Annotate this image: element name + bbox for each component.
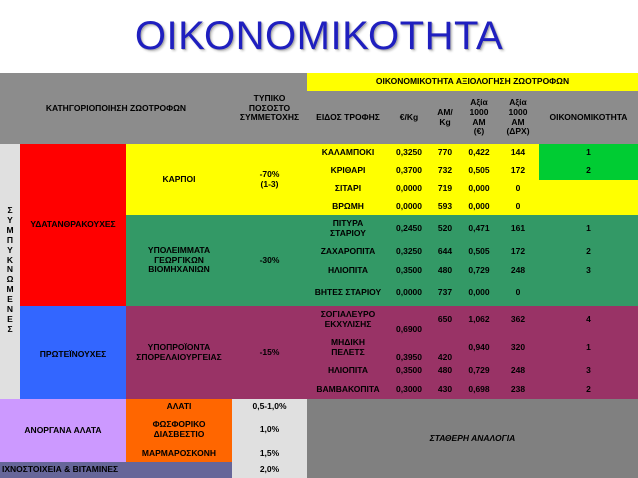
header-value-drx-line1: Αξία [509,96,527,107]
header-eur-kg-text: €/Kg [399,111,419,122]
row-feed-value: ΒΗΤΕΣ ΣΤΑΡΙΟΥ [314,287,382,298]
row-feed-line: ΠΙΤΥΡΑ [332,217,364,228]
header-am-kg [429,91,461,144]
row-eur-value: 0,2450 [396,222,422,233]
row-feed-line: ΣΤΑΡΙΟΥ [330,227,366,238]
row-am-value: 650 [437,314,453,325]
row-feed-value: ΚΡΙΘΑΡΙ [330,165,366,176]
page-title: ΟΙΚΟΝΟΜΙΚΟΤΗΤΑ [134,14,504,58]
row-v1 [461,198,497,215]
row-rank [539,162,638,180]
pct-industry-value: -30% [259,254,280,265]
row-v2 [497,261,539,280]
title-bar [0,0,638,73]
row-feed-value: ΚΑΛΑΜΠΟΚΙ [321,147,375,158]
side-label-letter: Π [6,234,14,245]
row-rank-value: 1 [586,147,591,158]
header-value-drx-line2: 1000 [508,106,528,117]
row-am-value: 593 [437,200,453,211]
row-v2 [497,180,539,198]
row-v2 [497,362,539,380]
row-am [429,362,461,380]
row-am-value: 644 [437,245,453,256]
row-v1-value: 0,505 [468,245,490,256]
row-v2-value: 172 [510,245,526,256]
side-label-letter: Υ [7,214,13,225]
header-category-label: ΚΑΤΗΓΟΡΙΟΠΟΙΗΣΗ ΖΩΟΤΡΟΦΩΝ [45,102,187,113]
row-am-value: 520 [437,222,453,233]
row-v2 [497,306,539,334]
row-rank [539,198,638,215]
pct-phosphorus [232,415,307,445]
row-eur [389,261,429,280]
group-trace-label: ΙΧΝΟΣΤΟΙΧΕΙΑ & ΒΙΤΑΜΙΝΕΣ [2,464,119,475]
side-label-letter: Υ [7,244,13,255]
row-v2-value: 362 [510,314,526,325]
group-proteins-label: ΠΡΩΤΕΪΝΟΥΧΕΣ [39,348,107,359]
group-minerals [0,399,126,462]
row-eur-value: 0,6900 [396,324,422,335]
header-value-drx-line3: ΑΜ [511,116,525,127]
pct-marble-value: 1,5% [259,447,280,458]
row-rank [539,144,638,162]
side-label-letter: Ν [6,304,14,314]
row-eur-value: 0,3250 [396,245,422,256]
pct-oilseed-value: -15% [259,346,280,357]
row-eur-value: 0,3950 [396,352,422,363]
row-eur [389,280,429,306]
row-v1-value: 0,000 [468,287,490,298]
group-minerals-label: ΑΝΟΡΓΑΝΑ ΑΛΑΤΑ [24,424,102,435]
row-v2-value: 248 [510,365,526,376]
subgroup-grains [126,144,232,215]
row-am-value: 732 [437,165,453,176]
row-feed [307,180,389,198]
row-v1 [461,362,497,380]
row-eur-value: 0,3000 [396,383,422,394]
pct-trace-value: 2,0% [259,464,280,475]
row-feed [307,261,389,280]
row-v1 [461,144,497,162]
subgroup-oilseed-line1: ΥΠΟΠΡΟΪΟΝΤΑ [147,341,211,352]
row-v2-value: 248 [510,264,526,275]
row-eur-value: 0,0000 [396,287,422,298]
header-feed-type [307,91,389,144]
row-rank-value: 4 [586,314,591,325]
row-am [429,306,461,334]
row-am [429,280,461,306]
pct-trace [232,462,307,478]
subgroup-marble [126,445,232,462]
row-rank [539,242,638,261]
row-am [429,198,461,215]
row-rank [539,215,638,242]
row-v2 [497,198,539,215]
row-am [429,380,461,399]
row-feed [307,280,389,306]
header-feed-type-text: ΕΙΔΟΣ ΤΡΟΦΗΣ [316,111,380,122]
header-value-eur-line2: 1000 [469,106,489,117]
fixed-ratio-cell [307,399,638,478]
row-eur [389,144,429,162]
subgroup-marble-label: ΜΑΡΜΑΡΟΣΚΟΝΗ [141,447,217,458]
subgroup-salt-label: ΑΛΑΤΙ [166,401,192,412]
row-feed-line: ΜΗΔΙΚΗ [331,337,365,348]
row-rank [539,334,638,362]
row-v1-value: 0,698 [468,383,490,394]
row-v1 [461,180,497,198]
row-v2 [497,334,539,362]
pct-phosphorus-value: 1,0% [259,424,280,435]
subgroup-grains-label: ΚΑΡΠΟΙ [162,173,196,184]
row-feed [307,380,389,399]
side-label-letter: Σ [7,323,13,334]
row-feed-line: ΣΟΓΙΑΛΕΥΡΟ [320,309,376,320]
row-am [429,162,461,180]
pct-salt [232,399,307,415]
side-label-letter: Μ [6,224,14,235]
header-eur-kg [389,91,429,144]
row-v2-value: 238 [510,383,526,394]
row-eur [389,362,429,380]
row-rank [539,306,638,334]
row-eur [389,198,429,215]
row-v1-value: 0,471 [468,222,490,233]
subgroup-oilseed-line2: ΣΠΟΡΕΛΑΙΟΥΡΓΕΙΑΣ [136,351,222,362]
subgroup-industry-line1: ΥΠΟΛΕΙΜΜΑΤΑ [147,244,211,255]
row-v1-value: 0,940 [468,342,490,353]
row-feed [307,162,389,180]
row-am-value: 737 [437,287,453,298]
subgroup-phosphorus-line2: ΔΙΑΣΒΕΣΤΙΟ [153,429,205,439]
pct-grains [232,144,307,215]
row-am [429,215,461,242]
row-v1-value: 0,422 [468,147,490,158]
row-v2-value: 172 [510,165,526,176]
header-am-kg-line2: Kg [439,116,451,127]
side-label-letter: Ε [7,313,13,324]
pct-industry [232,215,307,306]
row-eur-value: 0,3500 [396,264,422,275]
row-eur [389,242,429,261]
subgroup-salt [126,399,232,415]
header-typical-pct-line3: ΣΥΜΜΕΤΟΧΗΣ [239,112,300,123]
header-value-eur-line3: ΑΜ [472,116,486,127]
row-v2-value: 0 [515,200,521,211]
row-v1 [461,215,497,242]
header-economy-text: ΟΙΚΟΝΟΜΙΚΟΤΗΤΑ [549,111,628,122]
row-v1 [461,306,497,334]
pct-salt-value: 0,5-1,0% [252,401,287,412]
header-value-eur [461,91,497,144]
row-v1 [461,242,497,261]
row-rank [539,261,638,280]
row-am [429,144,461,162]
subgroup-industry-line2: ΓΕΩΡΓΙΚΩΝ [154,254,204,265]
row-feed [307,362,389,380]
row-rank-value: 1 [586,342,591,353]
row-rank-value: 2 [586,383,591,394]
subgroup-oilseed [126,306,232,399]
header-group-label [307,73,638,91]
row-eur [389,162,429,180]
row-v1 [461,261,497,280]
row-v1-value: 1,062 [468,314,490,325]
row-am-value: 480 [437,264,453,275]
row-v1 [461,380,497,399]
header-economy [539,91,638,144]
side-label-letter: Ε [7,294,13,305]
row-rank-value: 3 [586,264,591,275]
row-v1-value: 0,729 [468,264,490,275]
row-v1-value: 0,505 [468,165,490,176]
header-typical-pct [232,73,307,144]
row-v1 [461,162,497,180]
side-label-letter: Ω [6,274,14,285]
side-label-letter: Κ [6,254,14,265]
row-v2 [497,144,539,162]
side-label-letter: Μ [6,284,14,295]
row-eur [389,215,429,242]
row-rank-value: 3 [586,365,591,376]
header-am-kg-line1: ΑΜ/ [437,106,453,117]
subgroup-phosphorus-line1: ΦΩΣΦΟΡΙΚΟ [152,419,206,430]
row-feed [307,306,389,334]
row-v1-value: 0,000 [468,200,490,211]
header-typical-pct-line2: ΠΟΣΟΣΤΟ [248,102,291,113]
row-feed [307,215,389,242]
row-feed-value: ΒΡΩΜΗ [332,200,364,211]
row-v1-value: 0,000 [468,183,490,194]
pct-oilseed [232,306,307,399]
row-v2 [497,380,539,399]
row-v2-value: 0 [515,183,521,194]
group-trace [0,462,232,478]
pct-grains-value: -70% [259,168,280,179]
row-feed [307,334,389,362]
row-feed-line: ΠΕΛΕΤΣ [331,347,365,357]
row-am [429,261,461,280]
header-value-eur-line4: (€) [473,126,485,137]
group-carbs-label: ΥΔΑΤΑΝΘΡΑΚΟΥΧΕΣ [30,219,116,230]
row-eur-value: 0,0000 [396,200,422,211]
header-value-eur-line1: Αξία [470,96,488,107]
row-am-value: 420 [437,352,453,363]
row-eur-value: 0,3250 [396,147,422,158]
row-am [429,180,461,198]
row-eur [389,380,429,399]
row-feed-value: ΗΛΙΟΠΙΤΑ [328,264,368,275]
group-carbs [20,144,126,306]
row-v2 [497,242,539,261]
row-feed-value: ΣΙΤΑΡΙ [334,183,362,194]
row-eur-value: 0,3700 [396,165,422,176]
side-label-letter: Σ [7,205,13,215]
row-v2-value: 320 [510,342,526,353]
header-typical-pct-line1: ΤΥΠΙΚΟ [253,92,286,103]
row-am [429,242,461,261]
row-v2 [497,162,539,180]
row-feed [307,242,389,261]
row-feed-value: ΖΑΧΑΡΟΠΙΤΑ [320,245,376,256]
row-am-value: 719 [437,183,453,194]
row-v1-value: 0,729 [468,365,490,376]
row-eur-value: 0,3500 [396,365,422,376]
row-am-value: 480 [437,365,453,376]
row-eur [389,180,429,198]
row-rank [539,180,638,198]
header-value-drx [497,91,539,144]
row-v2-value: 161 [510,222,526,233]
row-feed [307,198,389,215]
subgroup-industry [126,215,232,306]
row-v1 [461,280,497,306]
row-eur [389,316,429,344]
row-v2-value: 144 [510,147,526,158]
row-rank-value: 2 [586,245,591,256]
row-rank-value: 2 [586,165,591,176]
row-rank-value: 1 [586,222,591,233]
row-am-value: 770 [437,147,453,158]
row-feed-line: ΕΚΧΥΛΙΣΗΣ [324,319,372,329]
pct-grains-range: (1-3) [260,178,279,189]
header-value-drx-line4: (ΔΡΧ) [506,126,530,137]
fixed-ratio-label: ΣΤΑΘΕΡΗ ΑΝΑΛΟΓΙΑ [429,432,516,443]
row-feed [307,144,389,162]
row-am-value: 430 [437,383,453,394]
pct-marble [232,445,307,462]
row-rank [539,280,638,306]
row-v1 [461,334,497,362]
header-group-label-text: ΟΙΚΟΝΟΜΙΚΟΤΗΤΑ ΑΞΙΟΛΟΓΗΣΗ ΖΩΟΤΡΟΦΩΝ [375,76,570,87]
row-rank [539,380,638,399]
row-v2-value: 0 [515,287,521,298]
side-label-letter: Ν [6,264,14,275]
row-eur-value: 0,0000 [396,183,422,194]
subgroup-phosphorus [126,415,232,445]
row-v2 [497,280,539,306]
row-feed-value: ΗΛΙΟΠΙΤΑ [328,365,368,376]
row-rank [539,362,638,380]
subgroup-industry-line3: ΒΙΟΜΗΧΑΝΙΩΝ [148,264,210,275]
row-v2 [497,215,539,242]
row-feed-value: ΒΑΜΒΑΚΟΠΙΤΑ [316,383,380,394]
group-proteins [20,306,126,399]
header-category [0,73,232,144]
